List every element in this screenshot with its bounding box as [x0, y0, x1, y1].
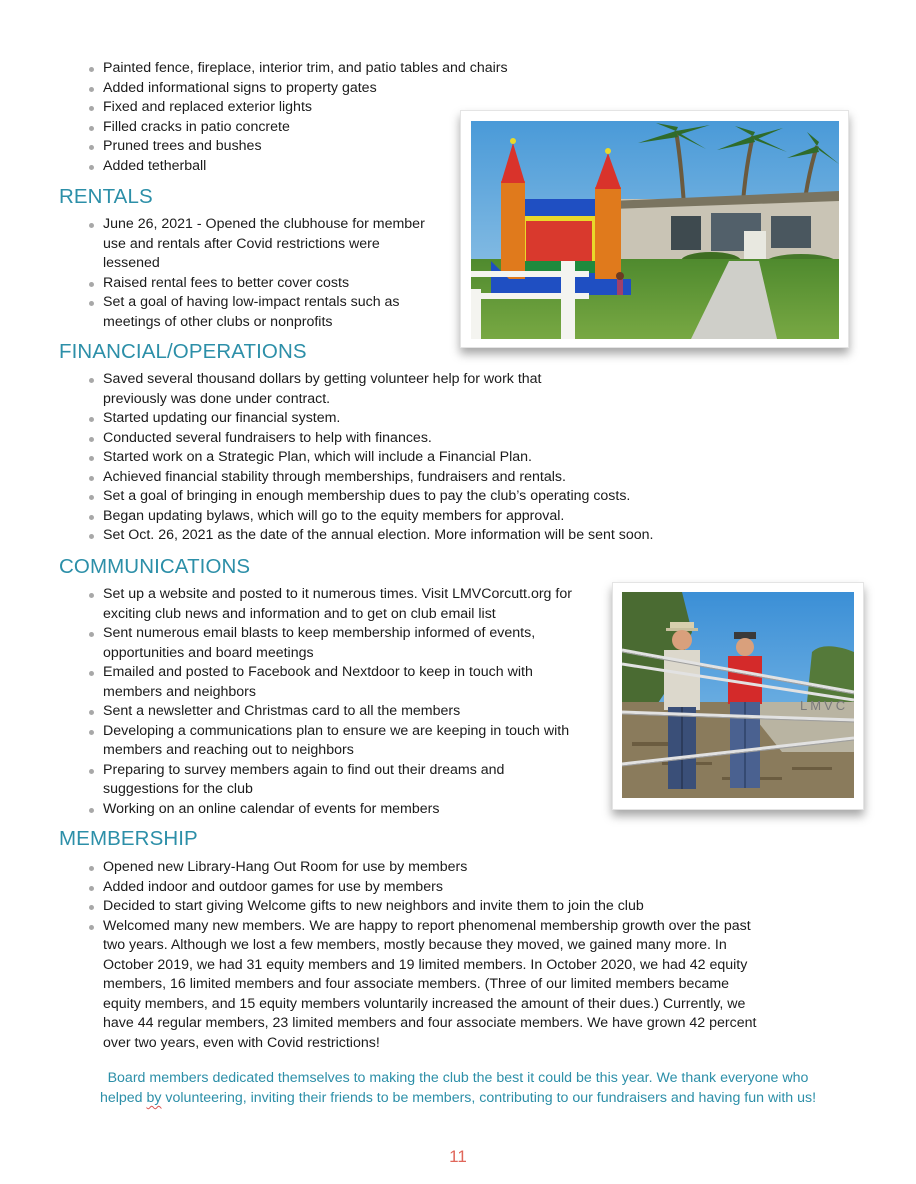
- list-item: [86, 370, 726, 409]
- financial-item-text: Saved several thousand dollars by getting volunteer help for work that previously was done under contract.: [103, 371, 542, 407]
- gate-sign-text: LMVC: [800, 698, 849, 713]
- list-item: Emailed and posted to Facebook and Nextdoor to keep in touch with members and neighbors: [86, 663, 581, 702]
- list-item: Pruned trees and bushes: [86, 137, 566, 157]
- misspelling-marked-word: by: [146, 1090, 162, 1106]
- list-item: Working on an online calendar of events for members: [86, 800, 581, 820]
- financial-heading: FINANCIAL/OPERATIONS: [59, 340, 307, 363]
- list-item: Sent a newsletter and Christmas card to all the members: [86, 702, 581, 722]
- list-item: Achieved financial stability through memberships, fundraisers and rentals.: [86, 468, 726, 488]
- gate-image: [622, 592, 854, 798]
- list-item: Set a goal of bringing in enough membership dues to pay the club’s operating costs.: [86, 487, 726, 507]
- list-item: Opened new Library-Hang Out Room for use by members: [86, 858, 762, 878]
- closing-line-2: [40, 1088, 876, 1108]
- list-item: Sent numerous email blasts to keep membership informed of events, opportunities and board meetings: [86, 624, 581, 663]
- list-item: Added tetherball: [86, 157, 566, 177]
- communications-heading: COMMUNICATIONS: [59, 555, 251, 578]
- list-item: Began updating bylaws, which will go to the equity members for approval.: [86, 507, 726, 527]
- list-item: Set Oct. 26, 2021 as the date of the annual election. More information will be sent soon.: [86, 526, 726, 546]
- closing-message: [40, 1068, 876, 1108]
- list-item: June 26, 2021 - Opened the clubhouse for member use and rentals after Covid restrictions were lessened: [86, 215, 431, 274]
- list-item: Decided to start giving Welcome gifts to new neighbors and invite them to join the club: [86, 897, 762, 917]
- rentals-list: [86, 215, 431, 332]
- list-item: Fixed and replaced exterior lights: [86, 98, 566, 118]
- rentals-heading: RENTALS: [59, 185, 153, 208]
- financial-list: [86, 370, 726, 546]
- list-item: Painted fence, fireplace, interior trim, and patio tables and chairs: [86, 59, 566, 79]
- list-item: Set up a website and posted to it numerous times. Visit LMVCorcutt.org for exciting club news and information and to get on club email list: [86, 585, 581, 624]
- bounce-house-photo: [460, 110, 849, 348]
- list-item: Welcomed many new members. We are happy to report phenomenal membership growth over the past two years. Although we lost a few members, mostly because they moved, we gained many more. In October 2019, we had 31 equity members and 19 limited members. In October 2020, we had 42 equity members, 16 limited members and four associate members. (Three of our limited members became equity members, and 15 equity members voluntarily increased the amount of their dues.) Currently, we have 44 regular members, 23 limited members and four associate members. We have grown 42 percent over two years, even with Covid restrictions!: [86, 917, 762, 1054]
- list-item: Developing a communications plan to ensure we are keeping in touch with members and reaching out to neighbors: [86, 722, 581, 761]
- list-item: Added informational signs to property gates: [86, 79, 566, 99]
- list-item: Filled cracks in patio concrete: [86, 118, 566, 138]
- bounce-house-image: [471, 121, 839, 339]
- list-item: Set a goal of having low-impact rentals such as meetings of other clubs or nonprofits: [86, 293, 431, 332]
- list-item: Conducted several fundraisers to help with finances.: [86, 429, 726, 449]
- list-item: Raised rental fees to better cover costs: [86, 274, 431, 294]
- communications-list: [86, 585, 581, 819]
- closing-line-1: Board members dedicated themselves to making the club the best it could be this year. We thank everyone who: [107, 1070, 809, 1086]
- list-item: Preparing to survey members again to find out their dreams and suggestions for the club: [86, 761, 581, 800]
- list-item: Started work on a Strategic Plan, which will include a Financial Plan.: [86, 448, 726, 468]
- closing-line-2-start: helped: [99, 1090, 147, 1106]
- list-item: Added indoor and outdoor games for use by members: [86, 878, 762, 898]
- closing-line-2-end: volunteering, inviting their friends to be members, contributing to our fundraisers and having fun with us!: [161, 1090, 817, 1106]
- gate-photo: [612, 582, 864, 810]
- membership-heading: MEMBERSHIP: [59, 827, 198, 850]
- membership-list: [86, 858, 762, 1053]
- list-item: Started updating our financial system.: [86, 409, 726, 429]
- page-number: 11: [449, 1147, 467, 1166]
